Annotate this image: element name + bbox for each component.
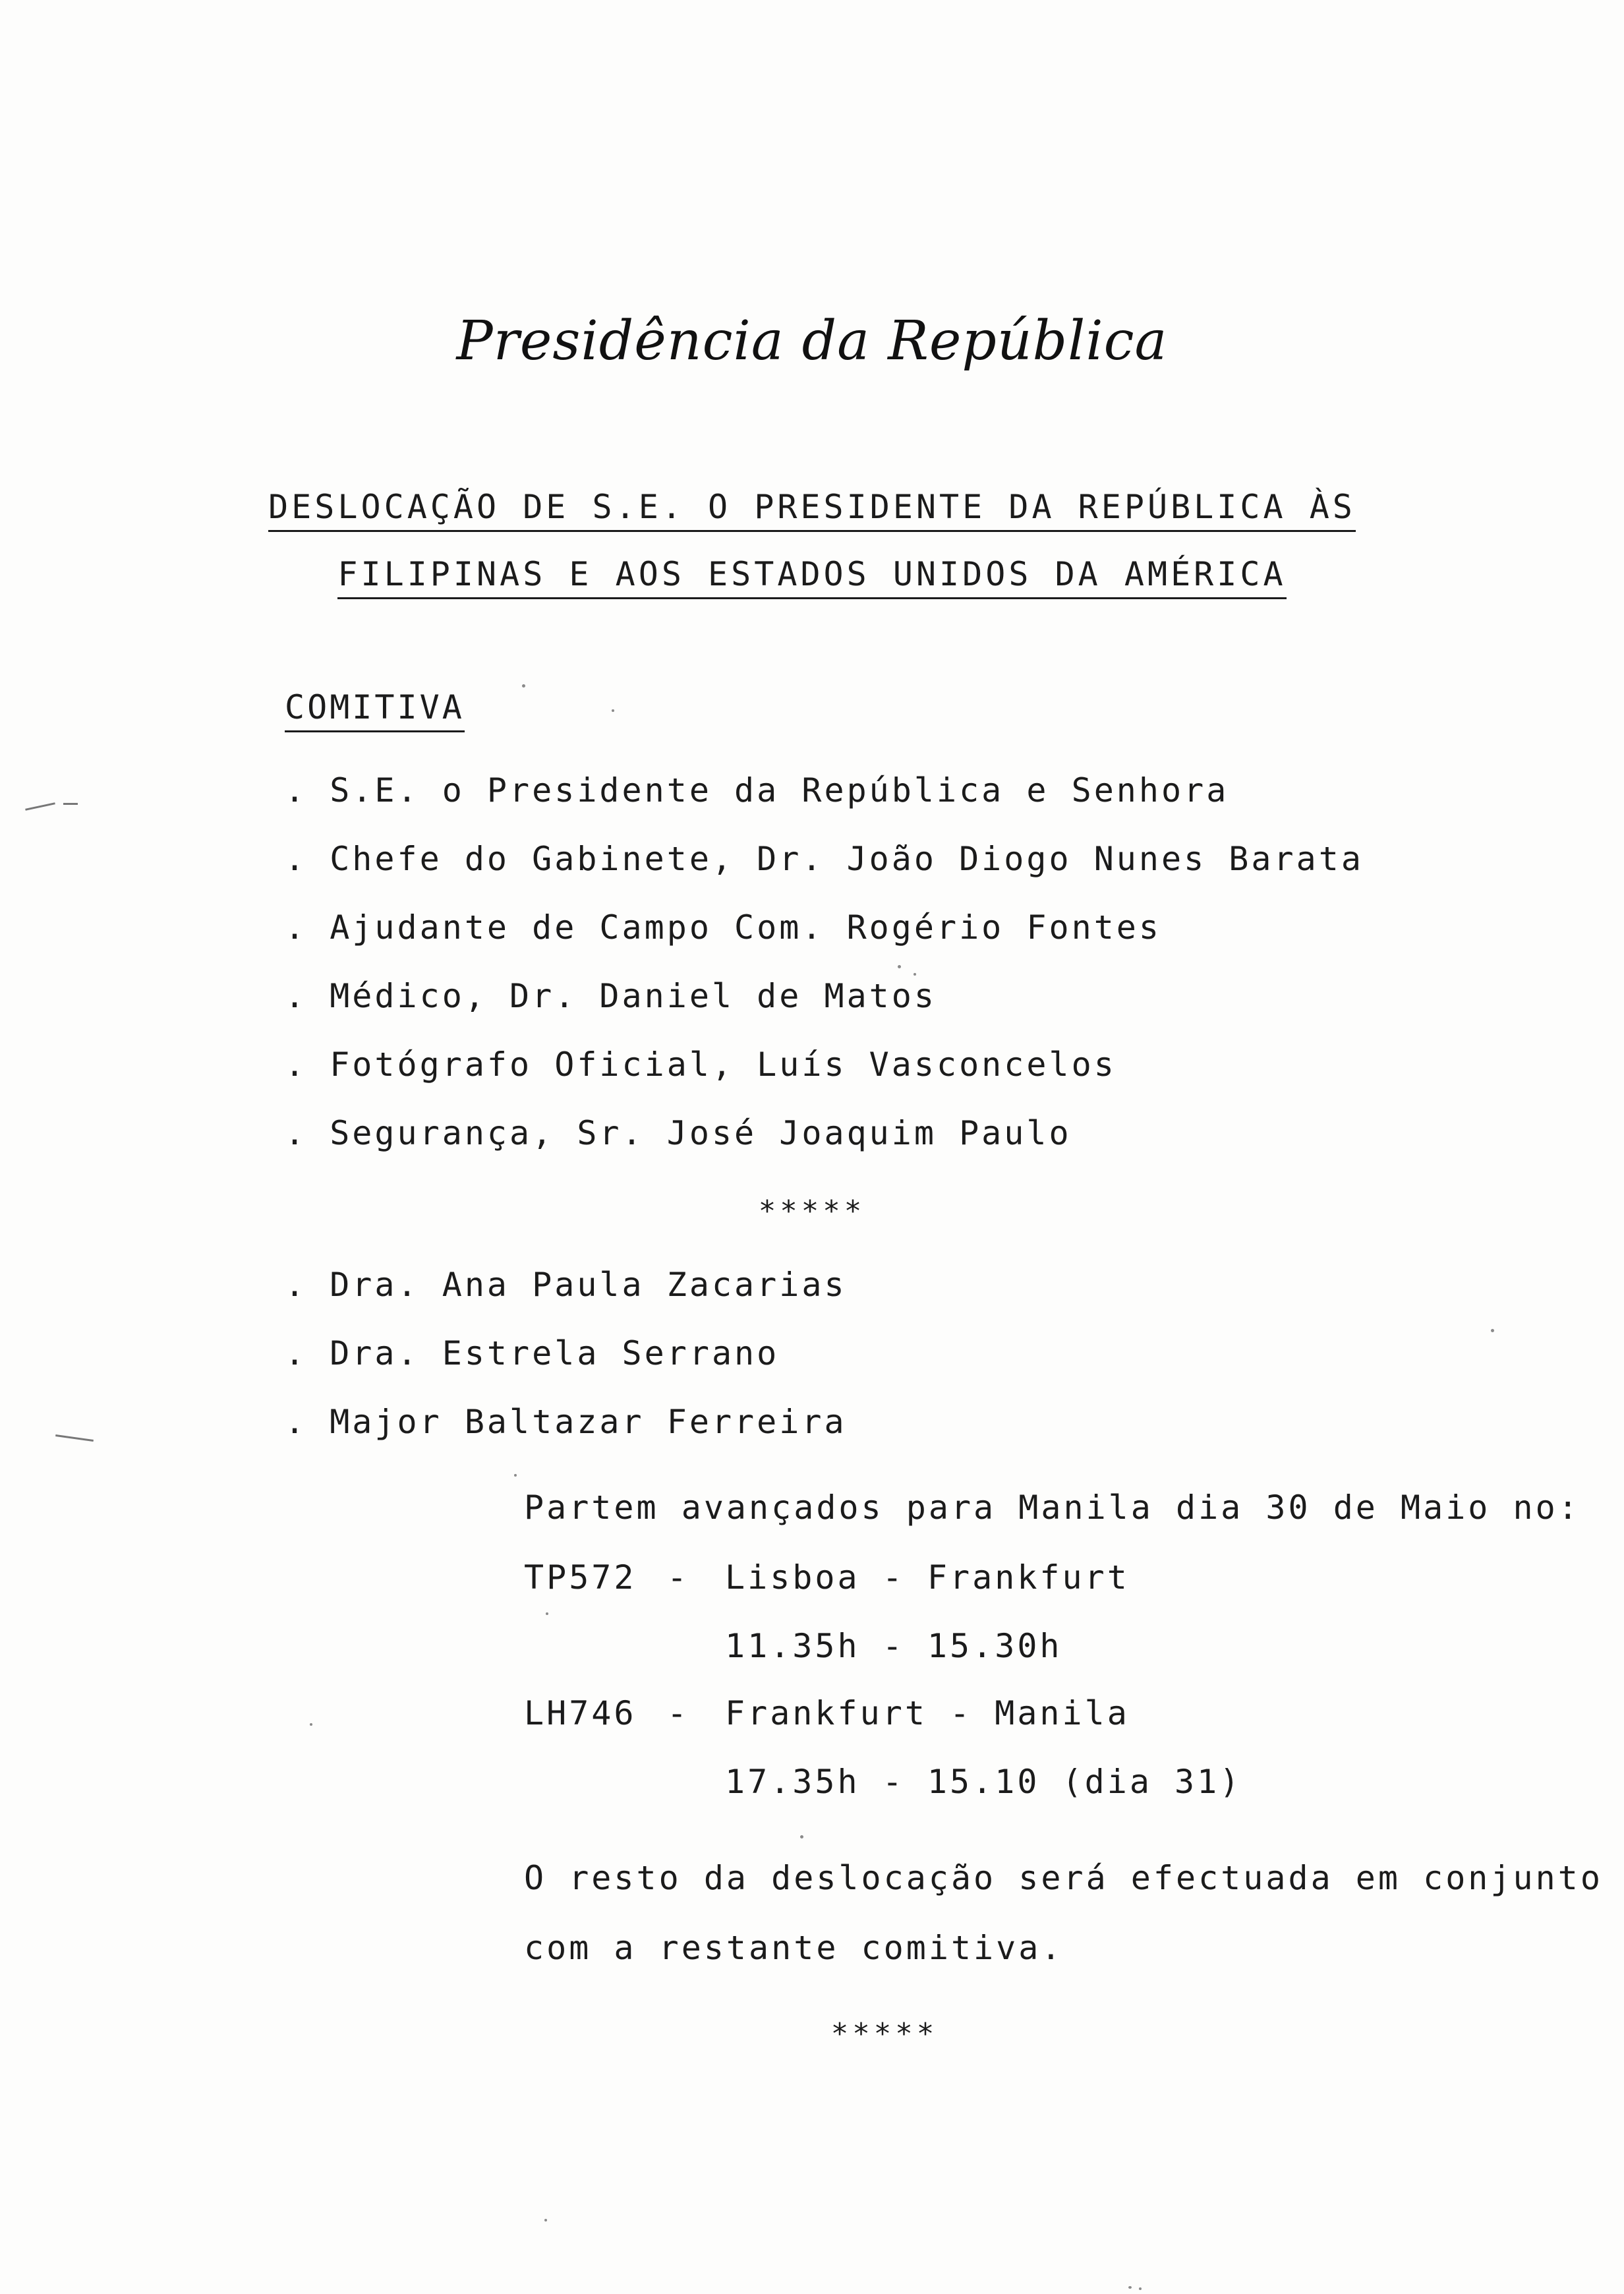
title-line-2 bbox=[0, 555, 1624, 593]
entourage-item: . Ajudante de Campo Com. Rogério Fontes bbox=[285, 908, 1161, 947]
entourage-item: . Médico, Dr. Daniel de Matos bbox=[285, 977, 937, 1015]
advance-team-item: . Major Baltazar Ferreira bbox=[285, 1403, 847, 1441]
closing-line-2: com a restante comitiva. bbox=[524, 1929, 1064, 1967]
scan-speck bbox=[514, 1474, 517, 1477]
scan-speck bbox=[914, 973, 916, 976]
flight-times: 11.35h - 15.30h bbox=[725, 1627, 1062, 1665]
flight-route: Lisboa - Frankfurt bbox=[725, 1558, 1130, 1597]
scan-mark bbox=[63, 803, 78, 805]
scan-speck bbox=[800, 1835, 803, 1838]
flight-route: Frankfurt - Manila bbox=[725, 1694, 1130, 1732]
scan-speck bbox=[898, 965, 901, 968]
letterhead: Presidência da República bbox=[456, 310, 1168, 372]
separator-stars: ***** bbox=[758, 1194, 866, 1228]
entourage-item: . Segurança, Sr. José Joaquim Paulo bbox=[285, 1114, 1072, 1152]
scan-speck bbox=[1128, 2286, 1132, 2289]
scan-speck bbox=[310, 1723, 312, 1726]
advance-team-item: . Dra. Ana Paula Zacarias bbox=[285, 1266, 847, 1304]
scan-speck bbox=[544, 2219, 547, 2221]
entourage-item: . S.E. o Presidente da República e Senhora bbox=[285, 771, 1229, 809]
closing-line-1: O resto da deslocação será efectuada em conjunto bbox=[524, 1859, 1603, 1897]
flight-code: TP572 bbox=[524, 1558, 637, 1597]
section-heading bbox=[285, 688, 465, 726]
entourage-item: . Chefe do Gabinete, Dr. João Diogo Nunes Barata bbox=[285, 840, 1364, 878]
flight-times: 17.35h - 15.10 (dia 31) bbox=[725, 1763, 1242, 1801]
title-line-1 bbox=[0, 488, 1624, 526]
section-heading-text: COMITIVA bbox=[285, 688, 465, 732]
flight-dash: - bbox=[667, 1558, 690, 1597]
advance-team-item: . Dra. Estrela Serrano bbox=[285, 1334, 780, 1372]
title-line-2-text: FILIPINAS E AOS ESTADOS UNIDOS DA AMÉRICA bbox=[337, 555, 1286, 599]
scan-speck bbox=[1139, 2287, 1142, 2290]
title-line-1-text: DESLOCAÇÃO DE S.E. O PRESIDENTE DA REPÚBLICA ÀS bbox=[268, 488, 1356, 532]
scan-speck bbox=[1491, 1329, 1494, 1332]
flight-dash: - bbox=[667, 1694, 690, 1732]
separator-stars: ***** bbox=[830, 2017, 939, 2051]
scan-speck bbox=[522, 684, 525, 688]
scan-speck bbox=[546, 1612, 548, 1615]
entourage-item: . Fotógrafo Oficial, Luís Vasconcelos bbox=[285, 1045, 1116, 1084]
flight-code: LH746 bbox=[524, 1694, 637, 1732]
scan-speck bbox=[612, 709, 614, 712]
advance-note: Partem avançados para Manila dia 30 de Maio no: bbox=[524, 1488, 1580, 1527]
scan-mark bbox=[25, 802, 55, 810]
scan-mark bbox=[55, 1434, 94, 1442]
